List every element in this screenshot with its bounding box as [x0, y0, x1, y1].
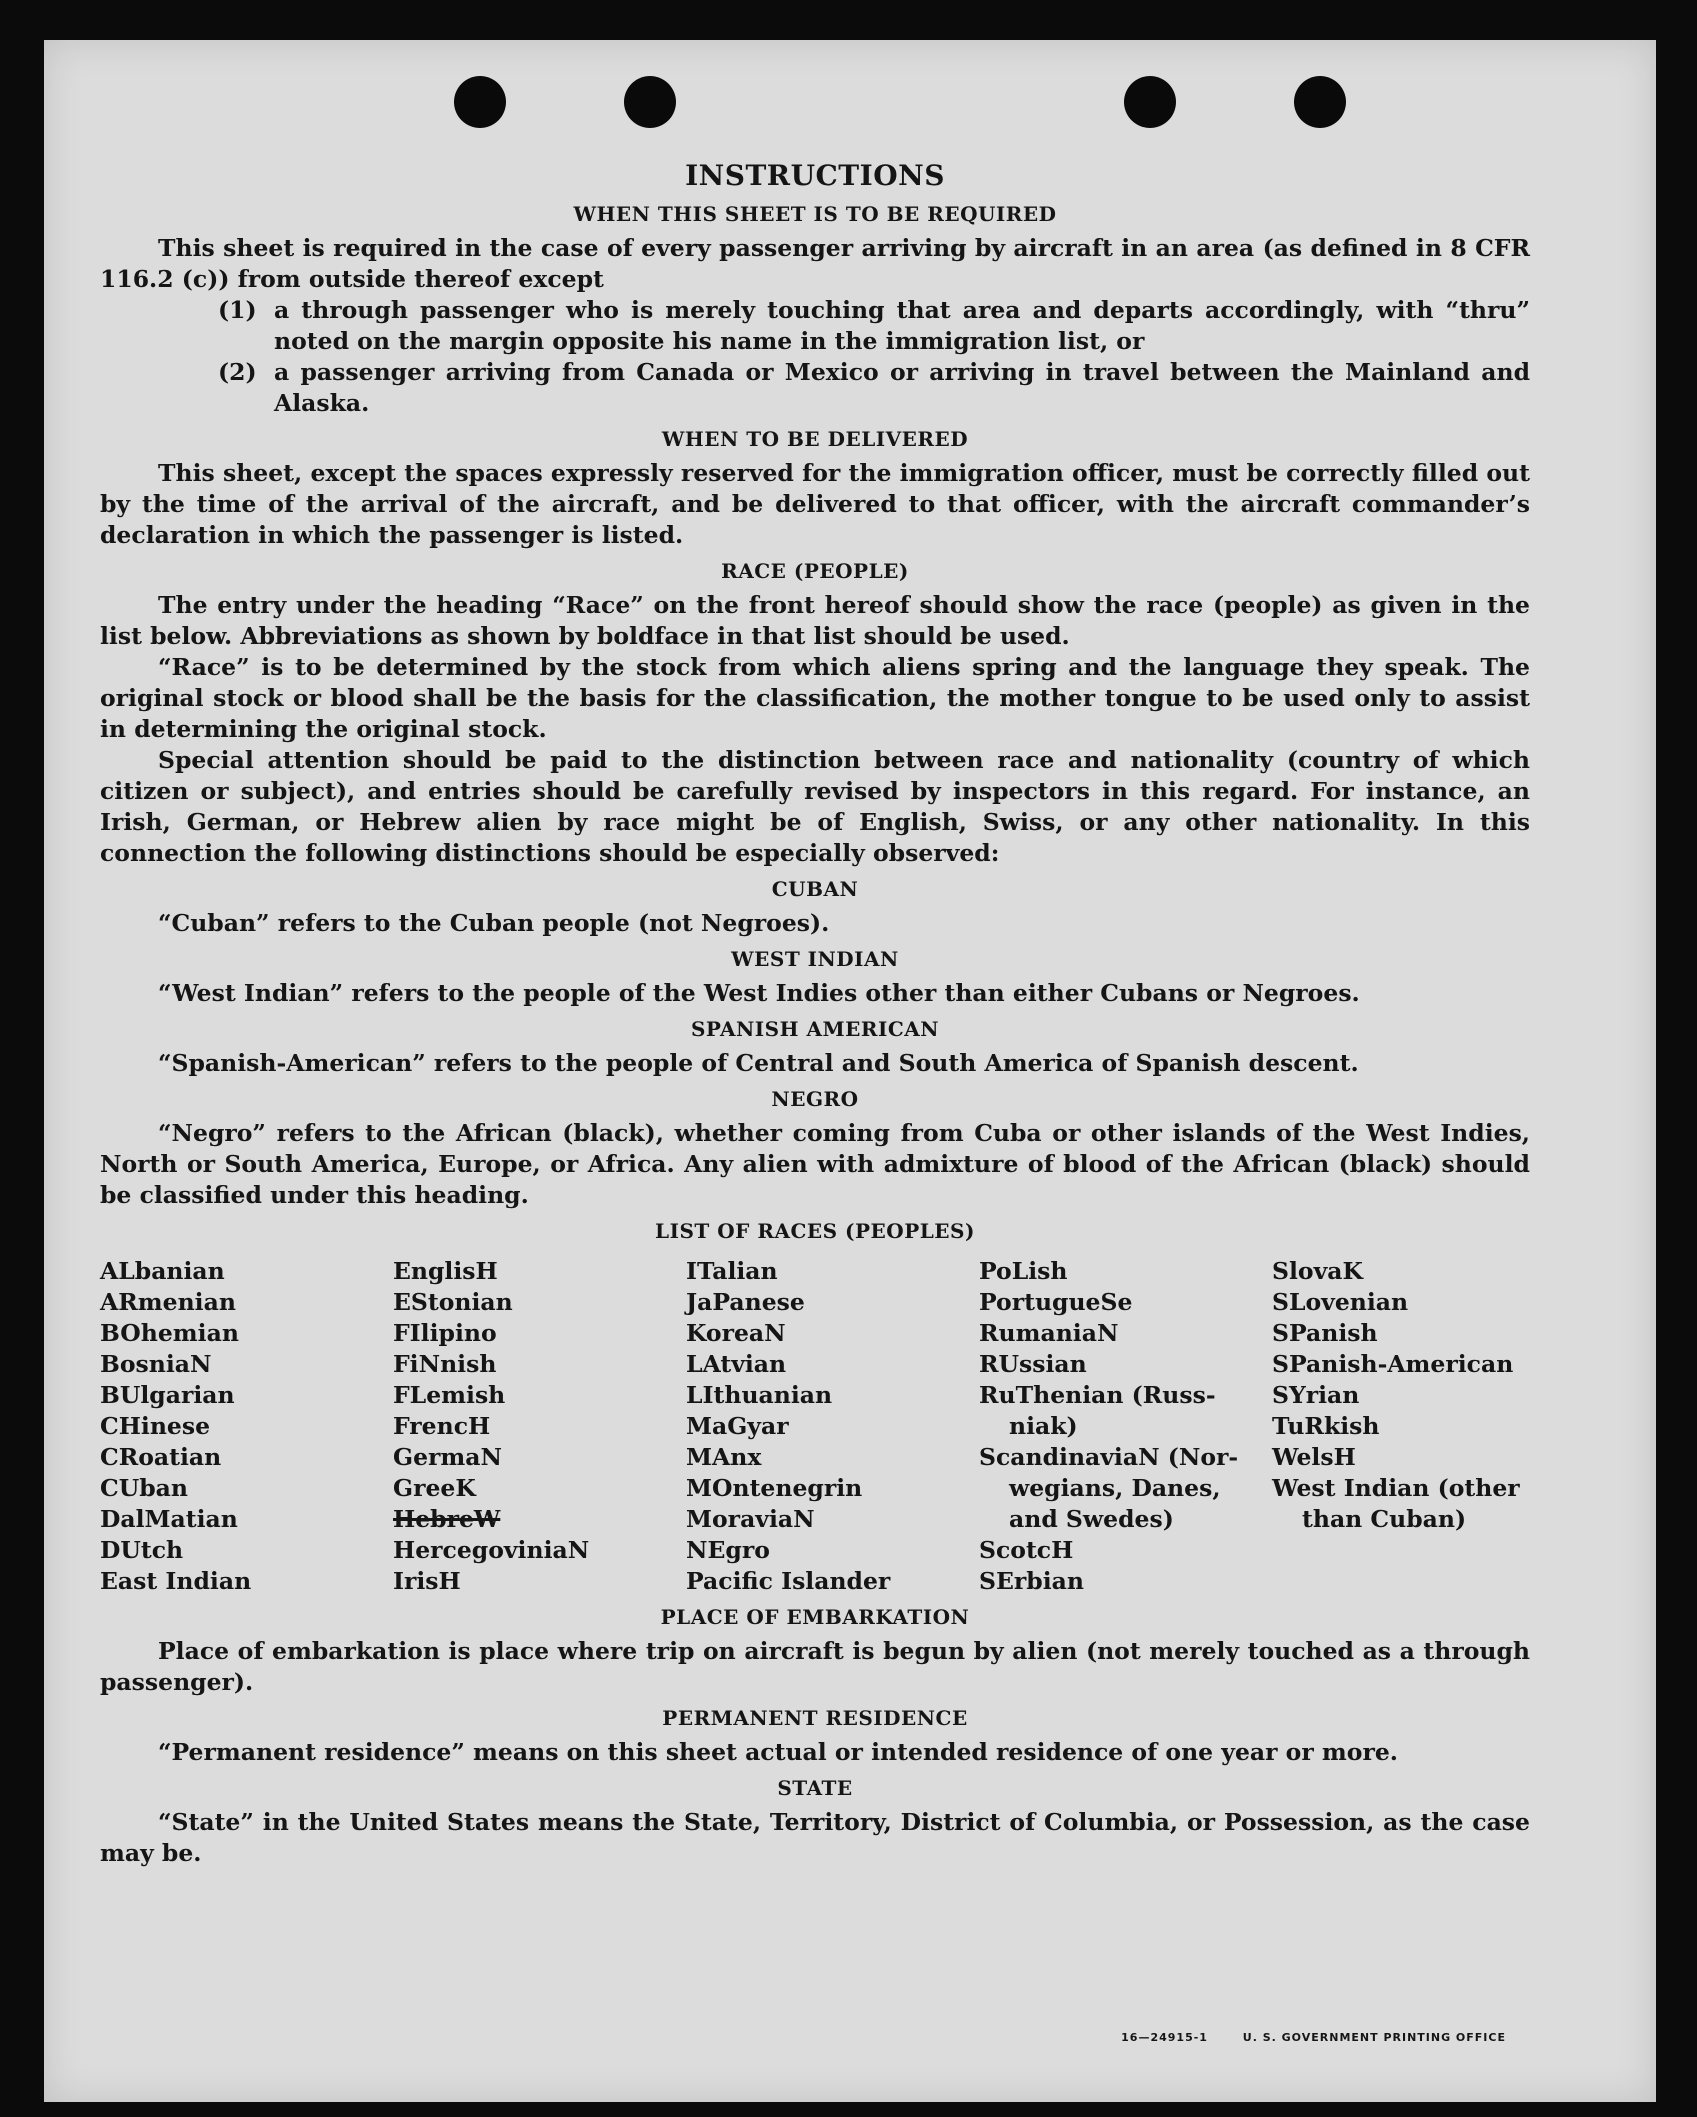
races-column [979, 1256, 1272, 1597]
race-entry: KoreaN [686, 1319, 786, 1347]
instructions-body [100, 158, 1530, 1869]
race-entry: HercegoviniaN [393, 1536, 590, 1564]
race-entry: BOhemian [100, 1319, 239, 1347]
race-entry: ScandinaviaN (Nor- [979, 1443, 1239, 1471]
races-column [393, 1256, 686, 1597]
punch-hole [454, 76, 506, 128]
form-number: 16—24915-1 [1121, 2031, 1208, 2044]
race-entry: FrencH [393, 1412, 491, 1440]
embarkation-text: Place of embarkation is place where trip on aircraft is begun by alien (not merely touched as a through passenger). [100, 1637, 1530, 1696]
heading-west-indian: WEST INDIAN [731, 947, 899, 971]
race-entry: BosniaN [100, 1350, 212, 1378]
race-entry: NEgro [686, 1536, 770, 1564]
heading-races-list: LIST OF RACES (PEOPLES) [655, 1219, 975, 1243]
race-entry: LAtvian [686, 1350, 787, 1378]
races-column [100, 1256, 393, 1597]
heading-state: STATE [777, 1776, 853, 1800]
race-entry: SlovaK [1272, 1257, 1363, 1285]
race-entry: IrisH [393, 1567, 461, 1595]
race-entry: than Cuban) [1302, 1505, 1467, 1533]
heading-required: WHEN THIS SHEET IS TO BE REQUIRED [573, 202, 1057, 226]
race-entry: and Swedes) [1009, 1505, 1174, 1533]
heading-negro: NEGRO [771, 1087, 859, 1111]
heading-residence: PERMANENT RESIDENCE [662, 1706, 968, 1730]
race-entry: GreeK [393, 1474, 476, 1502]
race-entry: SPanish [1272, 1319, 1378, 1347]
race-paragraph: “Race” is to be determined by the stock from which aliens spring and the language they speak. The original stock or blood shall be the basis for the classification, the mother tongue to be used only to assist in determining the original stock. [100, 653, 1530, 743]
race-entry: JaPanese [686, 1288, 805, 1316]
required-item: (1) a through passenger who is merely touching that area and departs accordingly, with “thru” noted on the margin opposite his name in the immigration list, or [218, 296, 1530, 355]
race-entry: EnglisH [393, 1257, 498, 1285]
race-entry: SPanish-American [1272, 1350, 1514, 1378]
heading-cuban: CUBAN [771, 877, 859, 901]
punch-hole [1124, 76, 1176, 128]
race-entry: PortugueSe [979, 1288, 1133, 1316]
race-entry: ARmenian [100, 1288, 236, 1316]
races-list [100, 1256, 1530, 1597]
race-entry: BUlgarian [100, 1381, 235, 1409]
heading-delivered: WHEN TO BE DELIVERED [661, 427, 969, 451]
race-entry: ScotcH [979, 1536, 1074, 1564]
document-page [44, 40, 1656, 2102]
race-entry: HebreW [393, 1505, 501, 1533]
race-entry: SYrian [1272, 1381, 1360, 1409]
heading-spanish-american: SPANISH AMERICAN [690, 1017, 940, 1041]
race-entry: WelsH [1272, 1443, 1356, 1471]
race-entry: SErbian [979, 1567, 1084, 1595]
races-column [686, 1256, 979, 1597]
cuban-text: “Cuban” refers to the Cuban people (not Negroes). [158, 909, 830, 937]
race-entry: DalMatian [100, 1505, 238, 1533]
race-entry: ITalian [686, 1257, 778, 1285]
residence-text: “Permanent residence” means on this sheet actual or intended residence of one year or more. [158, 1738, 1398, 1766]
heading-embarkation: PLACE OF EMBARKATION [660, 1605, 970, 1629]
race-entry: TuRkish [1272, 1412, 1380, 1440]
race-entry: wegians, Danes, [1009, 1474, 1221, 1502]
punch-hole [1294, 76, 1346, 128]
west-indian-text: “West Indian” refers to the people of the West Indies other than either Cubans or Negroes. [158, 979, 1360, 1007]
delivered-text: This sheet, except the spaces expressly reserved for the immigration officer, must be correctly filled out by the time of the arrival of the aircraft, and be delivered to that officer, with the aircraft commander’s declaration in which the passenger is listed. [100, 459, 1530, 549]
race-entry: GermaN [393, 1443, 502, 1471]
punch-hole [624, 76, 676, 128]
race-entry: SLovenian [1272, 1288, 1409, 1316]
race-entry: CHinese [100, 1412, 211, 1440]
negro-text: “Negro” refers to the African (black), whether coming from Cuba or other islands of the West Indies, North or South America, Europe, or Africa. Any alien with admixture of blood of the African (black) should be classified under this heading. [100, 1119, 1530, 1209]
required-intro: This sheet is required in the case of every passenger arriving by aircraft in an area (as defined in 8 CFR 116.2 (c)) from outside thereof except [100, 234, 1530, 293]
race-entry: Pacific Islander [686, 1567, 891, 1595]
race-entry: MoraviaN [686, 1505, 815, 1533]
race-entry: CUban [100, 1474, 188, 1502]
race-paragraph: Special attention should be paid to the distinction between race and nationality (country of which citizen or subject), and entries should be carefully revised by inspectors in this regard. For instance, an Irish, German, or Hebrew alien by race might be of English, Swiss, or any other nationality. In this connection the following distinctions should be especially observed: [100, 746, 1530, 867]
race-entry: FiNnish [393, 1350, 497, 1378]
race-entry: PoLish [979, 1257, 1068, 1285]
race-entry: EStonian [393, 1288, 513, 1316]
race-entry: ALbanian [100, 1257, 225, 1285]
print-footer [1091, 2031, 1506, 2044]
race-entry: FLemish [393, 1381, 506, 1409]
race-entry: MAnx [686, 1443, 762, 1471]
race-entry: RUssian [979, 1350, 1087, 1378]
printer-line: U. S. GOVERNMENT PRINTING OFFICE [1242, 2031, 1506, 2044]
race-entry: MOntenegrin [686, 1474, 863, 1502]
race-entry: MaGyar [686, 1412, 789, 1440]
spanish-american-text: “Spanish-American” refers to the people of Central and South America of Spanish descent. [158, 1049, 1359, 1077]
heading-race: RACE (PEOPLE) [721, 559, 909, 583]
race-entry: DUtch [100, 1536, 184, 1564]
races-column [1272, 1256, 1530, 1597]
required-item: (2) a passenger arriving from Canada or Mexico or arriving in travel between the Mainland and Alaska. [218, 358, 1530, 417]
race-entry: West Indian (other [1272, 1474, 1520, 1502]
race-entry: LIthuanian [686, 1381, 833, 1409]
race-entry: FIlipino [393, 1319, 497, 1347]
race-entry: CRoatian [100, 1443, 222, 1471]
page-title: INSTRUCTIONS [685, 159, 945, 192]
race-entry: niak) [1009, 1412, 1078, 1440]
race-entry: East Indian [100, 1567, 252, 1595]
race-entry: RumaniaN [979, 1319, 1119, 1347]
state-text: “State” in the United States means the State, Territory, District of Columbia, or Possession, as the case may be. [100, 1808, 1530, 1867]
race-entry: RuThenian (Russ- [979, 1381, 1216, 1409]
race-paragraph: The entry under the heading “Race” on the front hereof should show the race (people) as given in the list below. Abbreviations as shown by boldface in that list should be used. [100, 591, 1530, 650]
